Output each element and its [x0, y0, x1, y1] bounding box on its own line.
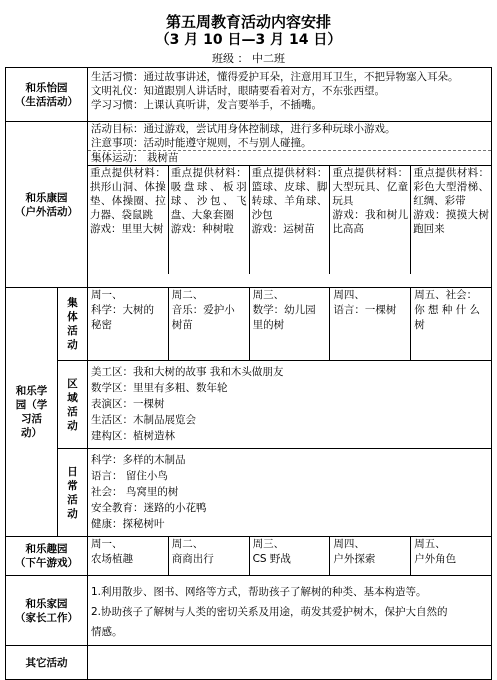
collective-mon: 周一、 科学：大树的 秘密	[91, 289, 154, 331]
daily-content	[88, 449, 492, 537]
family-content	[88, 576, 492, 646]
afternoon-row	[6, 537, 492, 576]
family-row	[6, 576, 492, 646]
daily-language: 语言： 留住小鸟	[91, 470, 168, 482]
regional-life: 生活区：木制品展览会	[91, 414, 196, 426]
outdoor-area-3: 重点提供材料：篮球、皮球、脚转球、羊角球、沙包 游戏：运树苗	[249, 166, 330, 274]
outdoor-area-4: 重点提供材料：大型玩具、亿童玩具 游戏：我和树儿比高高	[329, 166, 410, 274]
page-title: 第五周教育活动内容安排	[165, 13, 331, 31]
family-item-2b: 情感。	[91, 626, 123, 638]
daily-safety: 安全教育：迷路的小花鸭	[91, 502, 207, 514]
daily-row	[6, 449, 492, 537]
life-label: 和乐怡园 （生活活动）	[6, 68, 88, 122]
regional-math: 数学区：里里有多粗、数年轮	[91, 382, 228, 394]
afternoon-content	[88, 537, 492, 576]
other-content	[88, 646, 492, 680]
outdoor-area-5: 重点提供材料：彩色大型滑梯、红绸、彩带 游戏：摸摸大树跑回来	[410, 166, 491, 274]
afternoon-tue: 周二、 商商出行	[168, 537, 249, 575]
collective-content	[88, 288, 492, 361]
collective-wed: 周三、 数学：幼儿园 里的树	[249, 288, 330, 360]
outdoor-areas	[88, 165, 491, 274]
collective-thu: 周四、 语言：一棵树	[329, 288, 410, 360]
regional-content	[88, 361, 492, 449]
life-habit-line: 生活习惯：通过故事讲述，懂得爱护耳朵，注意用耳卫生，不把异物塞入耳朵。	[91, 71, 459, 83]
schedule-table	[5, 67, 492, 680]
regional-row	[6, 361, 492, 449]
family-item-1: 1.利用散步、图书、网络等方式，帮助孩子了解树的种类、基本构造等。	[91, 586, 427, 598]
regional-label: 区 域 活 动	[58, 361, 88, 449]
outdoor-area-2: 重点提供材料：吸盘球、板羽球、沙包、飞盘、大象套圈 游戏：种树啦	[168, 166, 249, 274]
outdoor-area-1: 重点提供材料：拱形山洞、体操垫、体操圈、拉力器、袋鼠跳 游戏：里里大树	[90, 167, 166, 235]
life-study-line: 学习习惯：上课认真听讲，发言要举手，不插嘴。	[91, 99, 322, 111]
outdoor-note: 注意事项：活动时能遵守规则，不与别人碰撞。	[91, 137, 312, 149]
family-label: 和乐家园 （家长工作）	[6, 576, 88, 646]
outdoor-goal: 活动目标：通过游戏，尝试用身体控制球，进行多种玩球小游戏。	[91, 123, 396, 135]
regional-art: 美工区：我和大树的故事 我和木头做朋友	[91, 366, 284, 378]
regional-build: 建构区：植树造林	[91, 430, 175, 442]
daily-society: 社会： 鸟窝里的树	[91, 486, 179, 498]
afternoon-wed: 周三、 CS 野战	[249, 537, 330, 575]
collective-fri: 周五、社会： 你 想 种 什 么 树	[410, 288, 491, 360]
class-label: 班级 ： 中二班	[212, 52, 285, 65]
other-label: 其它活动	[6, 646, 88, 680]
afternoon-thu: 周四、 户外探索	[329, 537, 410, 575]
life-content	[88, 68, 492, 122]
daily-science: 科学：多样的木制品	[91, 454, 186, 466]
collective-row	[6, 288, 492, 361]
afternoon-fri: 周五、 户外角色	[410, 537, 491, 575]
outdoor-group: 集体运动： 栽树苗	[88, 150, 491, 165]
other-row	[6, 646, 492, 680]
learning-label: 和乐学 园（学 习活 动）	[6, 288, 58, 537]
outdoor-row	[6, 122, 492, 288]
daily-health: 健康：探秘树叶	[91, 518, 165, 530]
afternoon-label: 和乐趣园 （下午游戏）	[6, 537, 88, 576]
daily-label: 日 常 活 动	[58, 449, 88, 537]
afternoon-mon: 周一、 农场植趣	[91, 538, 133, 565]
regional-performance: 表演区：一棵树	[91, 398, 165, 410]
collective-label: 集 体 活 动	[58, 288, 88, 361]
outdoor-label: 和乐康园 （户外活动）	[6, 122, 88, 288]
life-row	[6, 68, 492, 122]
life-manners-line: 文明礼仪：知道跟别人讲话时，眼睛要看着对方，不东张西望。	[91, 85, 385, 97]
family-item-2a: 2.协助孩子了解树与人类的密切关系及用途，萌发其爱护树木，保护大自然的	[91, 606, 448, 618]
date-range: （3 月 10 日—3 月 14 日）	[155, 32, 342, 48]
collective-tue: 周二、 音乐：爱护小 树苗	[168, 288, 249, 360]
outdoor-content	[88, 122, 492, 288]
